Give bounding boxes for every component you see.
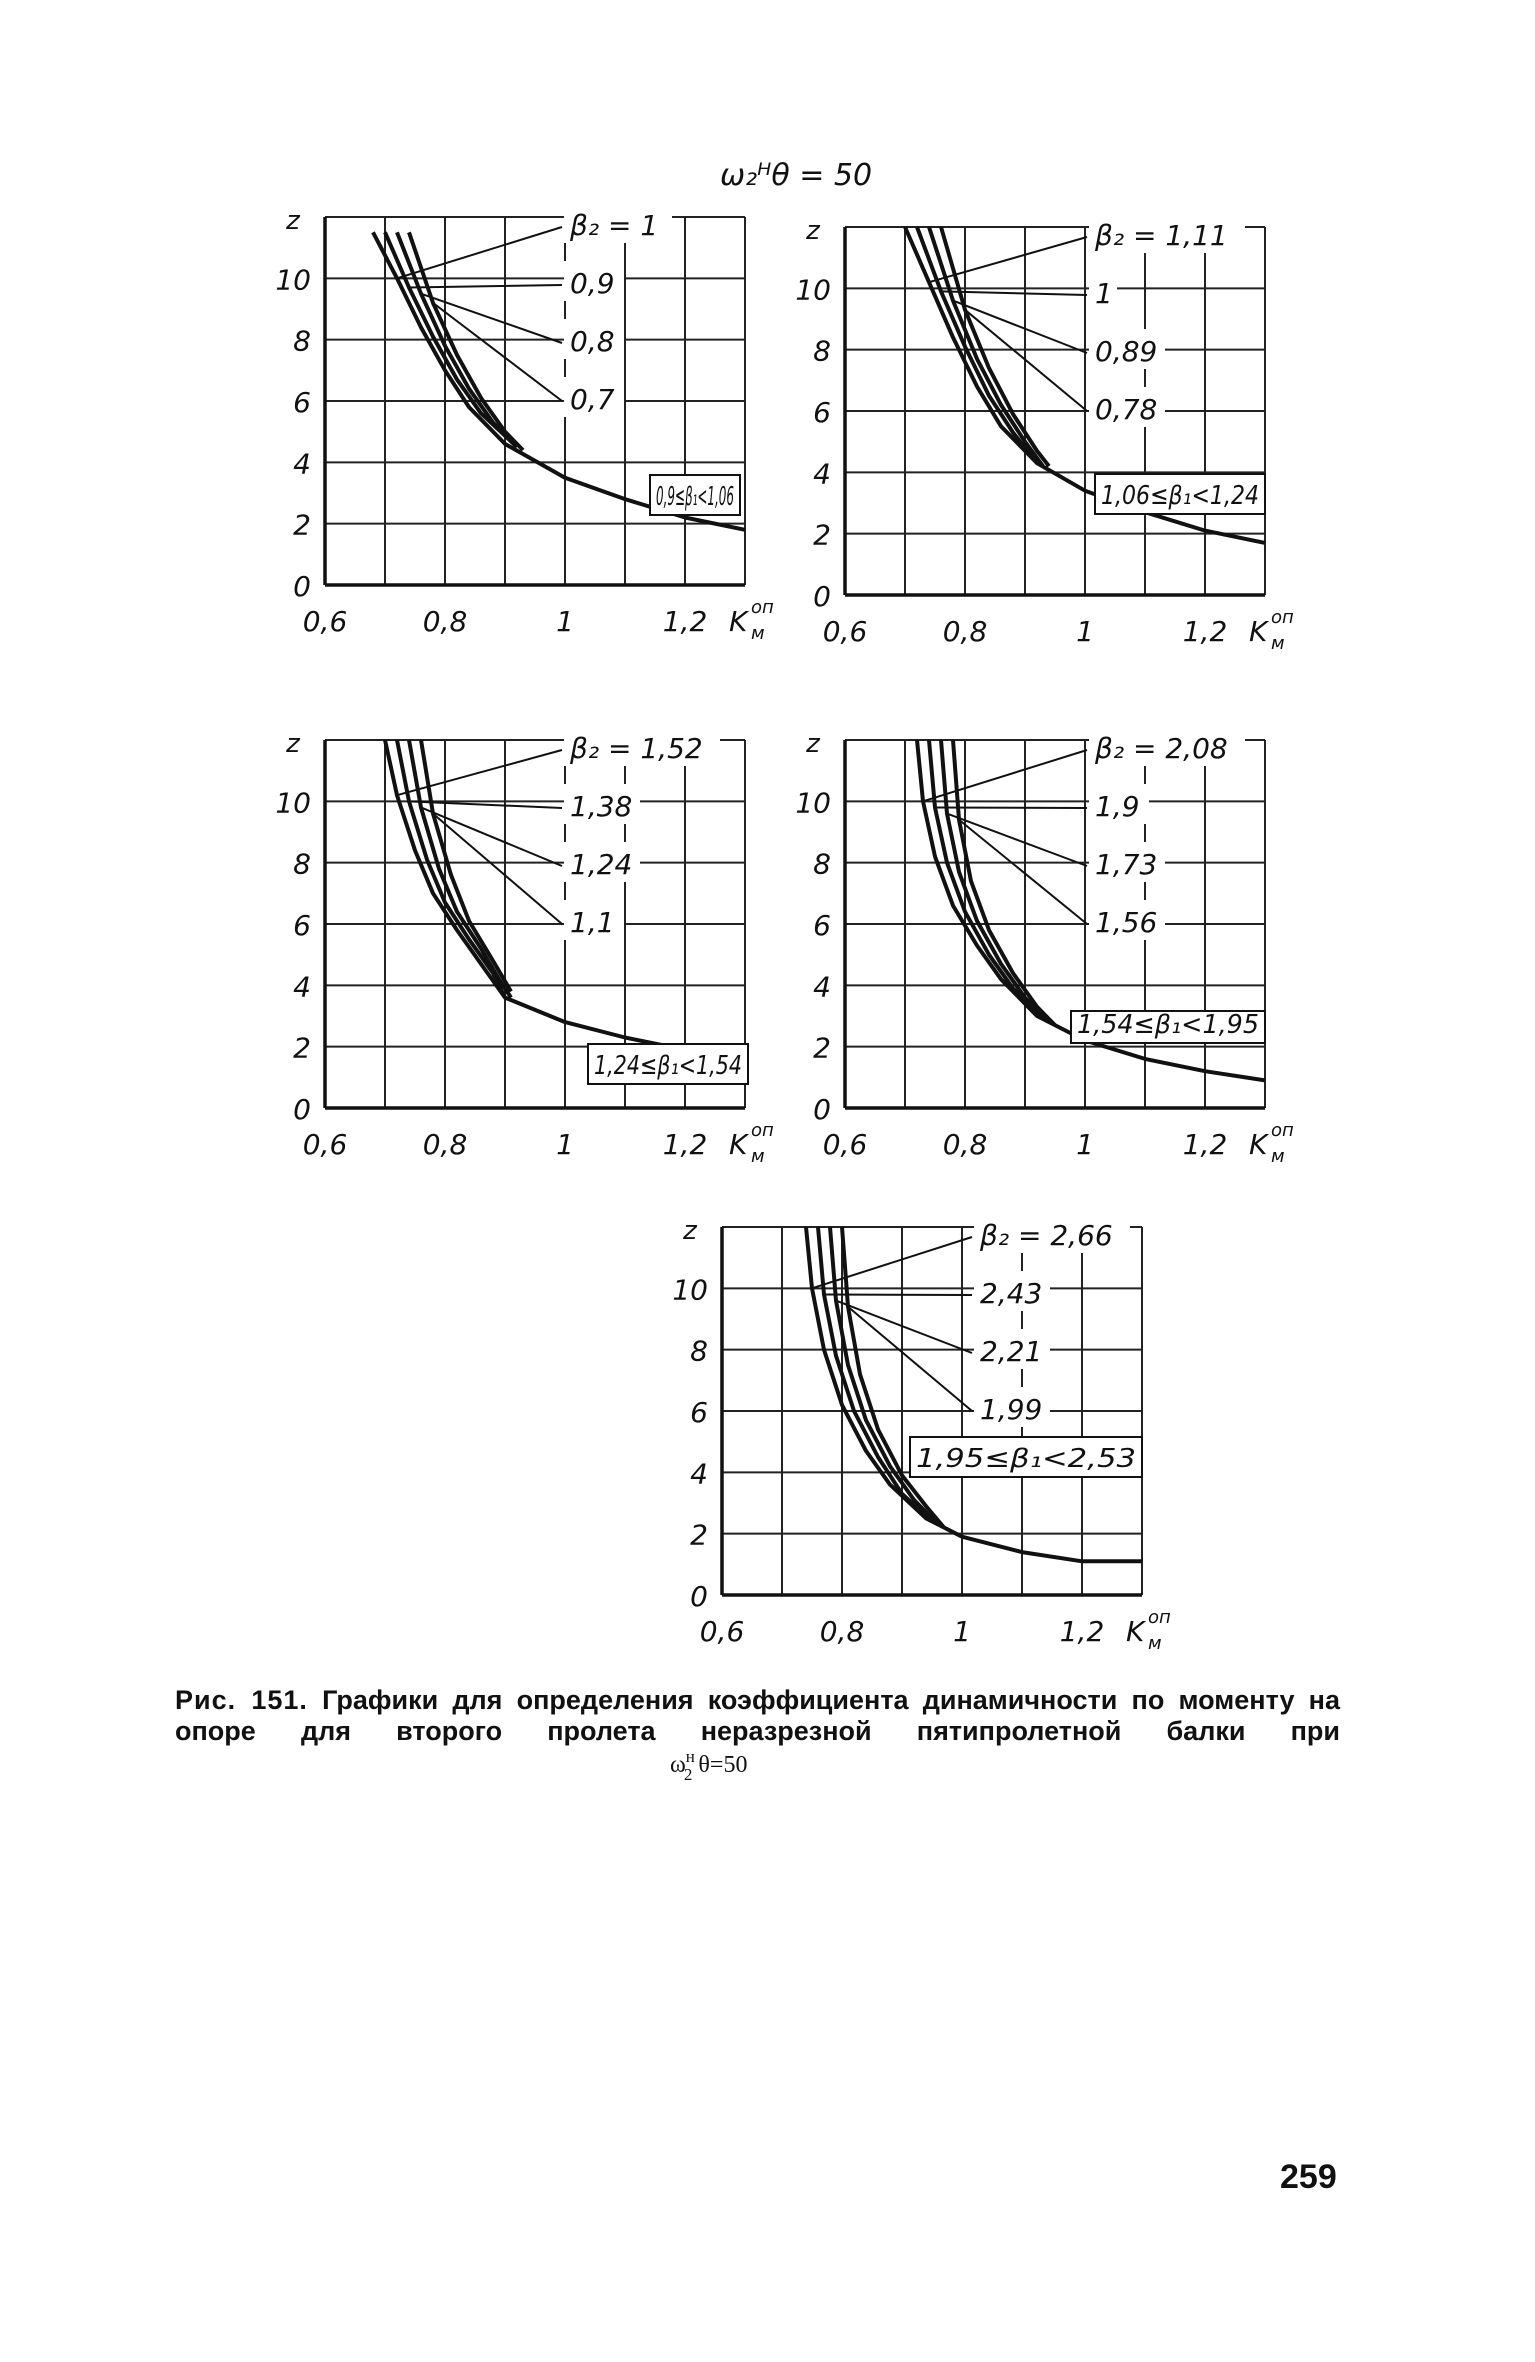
grid	[845, 740, 1265, 1108]
y-axis-label: z	[806, 729, 820, 759]
x-axis-label-sub: м	[1271, 1146, 1285, 1167]
range-label: 1,24≤β₁<1,54	[594, 1051, 742, 1081]
x-axis-label: K	[1249, 1128, 1268, 1161]
y-tick-label: 8	[293, 847, 311, 881]
x-axis-label-sup: оп	[1148, 1607, 1171, 1628]
series-label: 1,73	[1095, 848, 1158, 881]
series-label: 2,43	[980, 1277, 1043, 1310]
page-number: 259	[1280, 2158, 1337, 2196]
y-tick-label: 2	[813, 518, 831, 552]
formula-omega: ω	[670, 1752, 686, 1778]
series-line	[421, 740, 511, 992]
y-tick-label: 6	[293, 909, 311, 942]
x-axis-label-sub: м	[751, 1146, 765, 1167]
series-label-leader	[812, 1237, 972, 1288]
y-tick-label: 6	[813, 909, 831, 942]
x-tick-label: 1,2	[1059, 1615, 1105, 1648]
y-tick-label: 10	[795, 273, 831, 307]
x-axis-label-sup: оп	[1271, 1120, 1294, 1141]
x-tick-label: 0,8	[942, 1128, 988, 1161]
y-tick-label: 0	[813, 1093, 831, 1126]
figure-caption	[175, 1685, 1340, 1747]
series-label: 1,99	[980, 1393, 1043, 1426]
series-label: 1,24	[570, 848, 633, 881]
series-label: β₂ = 2,66	[980, 1219, 1113, 1252]
x-tick-label: 0,8	[819, 1615, 865, 1648]
x-tick-label: 0,6	[699, 1615, 745, 1648]
series-label: 1	[1095, 277, 1113, 310]
y-axis-label: z	[683, 1216, 697, 1246]
series-label: β₂ = 1,11	[1095, 219, 1228, 252]
x-axis-label: K	[729, 605, 748, 638]
y-tick-label: 4	[813, 457, 831, 491]
series-label-leader	[923, 750, 1087, 801]
x-axis-label-sup: оп	[751, 1120, 774, 1141]
grid	[845, 227, 1265, 595]
y-tick-label: 10	[275, 263, 311, 297]
y-tick-label: 6	[690, 1396, 708, 1429]
series-label-leader	[409, 285, 562, 288]
x-tick-label: 0,8	[942, 615, 988, 648]
x-tick-label: 1	[556, 1128, 574, 1161]
series-label: β₂ = 1	[570, 209, 659, 242]
y-tick-label: 6	[813, 396, 831, 429]
series-label-leader	[929, 237, 1087, 282]
x-tick-label: 1	[953, 1615, 971, 1648]
y-tick-label: 2	[690, 1518, 708, 1552]
series-label: 1,1	[570, 906, 615, 939]
y-tick-label: 2	[293, 1031, 311, 1065]
y-axis-label: z	[286, 729, 300, 759]
series-label: 0,9	[570, 267, 615, 300]
x-tick-label: 0,8	[422, 1128, 468, 1161]
x-tick-label: 0,8	[422, 605, 468, 638]
series-label-leader	[397, 227, 562, 278]
series-label: 2,21	[980, 1335, 1043, 1368]
y-tick-label: 0	[293, 570, 311, 603]
series-label: 1,9	[1095, 790, 1140, 823]
figure-label: Рис. 151.	[175, 1685, 308, 1715]
range-label: 1,06≤β₁<1,24	[1101, 481, 1259, 511]
range-label: 1,54≤β₁<1,95	[1077, 1010, 1259, 1040]
y-tick-label: 4	[293, 447, 311, 481]
series-label-leader	[433, 303, 562, 401]
chart-header-formula: ω₂ᴴθ = 50	[720, 158, 873, 193]
y-tick-label: 8	[813, 334, 831, 368]
formula-rest: θ=50	[698, 1752, 748, 1778]
caption-formula	[670, 1747, 748, 1784]
x-axis-label-sup: оп	[751, 597, 774, 618]
y-tick-label: 8	[293, 324, 311, 358]
y-tick-label: 4	[690, 1457, 708, 1491]
figure-caption-text: Графики для определения коэффициента динамичности по моменту на опоре для второго пролета неразрезной пятипролетной балки при	[175, 1685, 1340, 1746]
series-label: 1,56	[1095, 906, 1158, 939]
y-tick-label: 0	[813, 580, 831, 613]
chart-panel-1	[270, 205, 790, 650]
series-label-leader	[824, 1294, 972, 1295]
y-tick-label: 10	[672, 1273, 708, 1307]
x-tick-label: 1	[1076, 1128, 1094, 1161]
y-tick-label: 8	[690, 1334, 708, 1368]
series-line	[917, 227, 1037, 463]
formula-sub: 2	[683, 1765, 693, 1784]
series-label-leader	[959, 820, 1087, 924]
x-axis-label: K	[729, 1128, 748, 1161]
x-axis-label-sub: м	[1148, 1633, 1162, 1654]
x-axis-label: K	[1126, 1615, 1145, 1648]
y-tick-label: 2	[293, 508, 311, 542]
formula-sup: н	[685, 1747, 695, 1766]
x-axis-label-sub: м	[751, 623, 765, 644]
x-tick-label: 0,6	[822, 615, 868, 648]
y-tick-label: 10	[275, 786, 311, 820]
x-tick-label: 1,2	[662, 1128, 708, 1161]
grid	[325, 217, 745, 585]
series-label-leader	[935, 807, 1087, 808]
x-tick-label: 1,2	[1182, 1128, 1228, 1161]
y-tick-label: 0	[293, 1093, 311, 1126]
y-tick-label: 2	[813, 1031, 831, 1065]
series-label: β₂ = 1,52	[570, 732, 703, 765]
series-label: 0,7	[570, 383, 615, 416]
range-label: 1,95≤β₁<2,53	[916, 1444, 1136, 1474]
x-tick-label: 1	[1076, 615, 1094, 648]
y-axis-label: z	[806, 216, 820, 246]
x-axis-label: K	[1249, 615, 1268, 648]
x-tick-label: 1,2	[662, 605, 708, 638]
x-tick-label: 0,6	[822, 1128, 868, 1161]
chart-panel-4	[795, 728, 1325, 1168]
series-label: 1,38	[570, 790, 633, 823]
x-tick-label: 0,6	[302, 1128, 348, 1161]
chart-panel-5	[672, 1215, 1200, 1655]
x-tick-label: 0,6	[302, 605, 348, 638]
y-tick-label: 4	[813, 970, 831, 1004]
x-axis-label-sub: м	[1271, 633, 1285, 654]
y-tick-label: 10	[795, 786, 831, 820]
y-tick-label: 4	[293, 970, 311, 1004]
y-tick-label: 6	[293, 386, 311, 419]
y-axis-label: z	[286, 206, 300, 236]
chart-panel-2	[795, 212, 1325, 657]
series-label: 0,8	[570, 325, 615, 358]
series-label-leader	[421, 807, 562, 866]
series-label: 0,78	[1095, 393, 1158, 426]
y-tick-label: 0	[690, 1580, 708, 1613]
grid	[722, 1227, 1142, 1595]
series-label-leader	[941, 291, 1087, 295]
series-label-leader	[433, 814, 562, 924]
y-tick-label: 8	[813, 847, 831, 881]
series-label: β₂ = 2,08	[1095, 732, 1228, 765]
series-label: 0,89	[1095, 335, 1158, 368]
x-axis-label-sup: оп	[1271, 607, 1294, 628]
range-label: 0,9≤β₁<1,06	[656, 482, 734, 512]
x-tick-label: 1	[556, 605, 574, 638]
x-tick-label: 1,2	[1182, 615, 1228, 648]
chart-panel-3	[270, 728, 790, 1168]
